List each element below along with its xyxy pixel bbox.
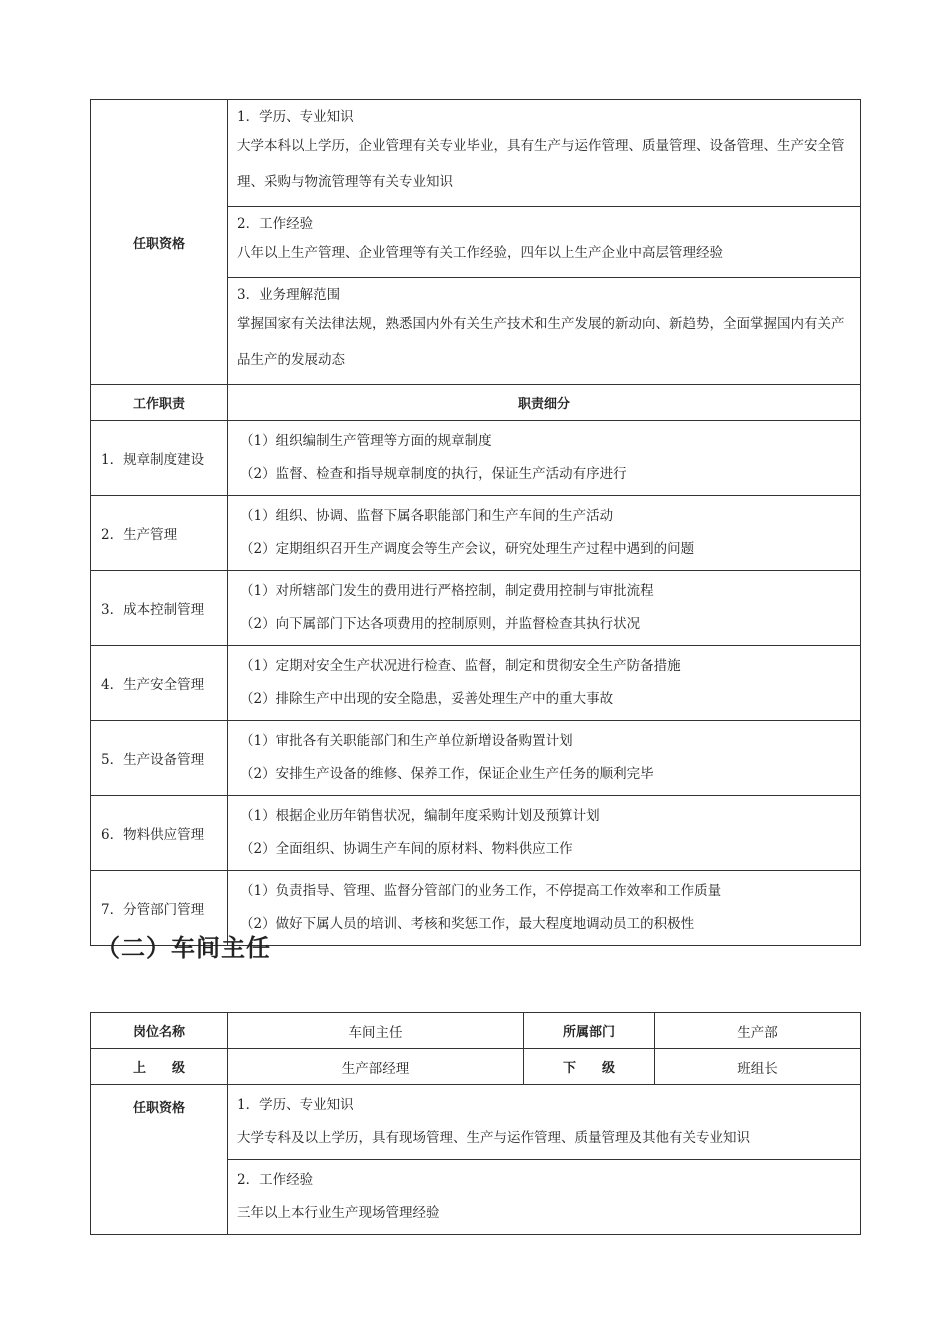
qualification-text: 掌握国家有关法律法规，熟悉国内外有关生产技术和生产发展的新动向、新趋势，全面掌握国内有关产品生产的发展动态 xyxy=(237,316,845,368)
duty-item: （2）全面组织、协调生产车间的原材料、物料供应工作 xyxy=(240,841,573,857)
duty-item: （1）根据企业历年销售状况，编制年度采购计划及预算计划 xyxy=(240,808,600,824)
qualification-text: 八年以上生产管理、企业管理等有关工作经验，四年以上生产企业中高层管理经验 xyxy=(237,245,723,261)
duty-header: 工作职责 xyxy=(91,385,228,421)
duty-name: 3．成本控制管理 xyxy=(91,571,228,646)
duty-item: （1）组织编制生产管理等方面的规章制度 xyxy=(240,433,492,449)
duty-row xyxy=(91,496,861,571)
duty-details xyxy=(228,721,861,796)
duty-name: 2．生产管理 xyxy=(91,496,228,571)
duty-details xyxy=(228,571,861,646)
section-title: （二）车间主任 xyxy=(96,934,271,962)
duty-item: （1）审批各有关职能部门和生产单位新增设备购置计划 xyxy=(240,733,573,749)
duty-name: 6．物料供应管理 xyxy=(91,796,228,871)
duty-name: 4．生产安全管理 xyxy=(91,646,228,721)
duty-item: （2）排除生产中出现的安全隐患，妥善处理生产中的重大事故 xyxy=(240,691,614,707)
duty-item: （2）安排生产设备的维修、保养工作，保证企业生产任务的顺利完毕 xyxy=(240,766,654,782)
duty-details xyxy=(228,796,861,871)
superior-label: 上 级 xyxy=(91,1049,228,1085)
qualification-label: 任职资格 xyxy=(91,100,228,385)
qualification-experience xyxy=(228,1160,861,1235)
duty-details xyxy=(228,871,861,946)
department-value: 生产部 xyxy=(655,1013,861,1049)
duty-row xyxy=(91,421,861,496)
duty-row xyxy=(91,721,861,796)
qualification-label: 任职资格 xyxy=(91,1085,228,1235)
qualification-heading: 2．工作经验 xyxy=(237,1172,314,1188)
superior-value: 生产部经理 xyxy=(228,1049,524,1085)
duty-row xyxy=(91,646,861,721)
qualification-text: 三年以上本行业生产现场管理经验 xyxy=(237,1205,440,1221)
duty-item: （2）定期组织召开生产调度会等生产会议，研究处理生产过程中遇到的问题 xyxy=(240,541,695,557)
duty-row xyxy=(91,796,861,871)
duty-details xyxy=(228,496,861,571)
duty-row xyxy=(91,571,861,646)
job-description-table-2 xyxy=(90,1012,861,1235)
qualification-heading: 1．学历、专业知识 xyxy=(237,109,354,125)
qualification-text: 大学本科以上学历，企业管理有关专业毕业，具有生产与运作管理、质量管理、设备管理、生产安全管理、采购与物流管理等有关专业知识 xyxy=(237,138,845,190)
detail-header: 职责细分 xyxy=(228,385,861,421)
duty-details xyxy=(228,421,861,496)
subordinate-label: 下 级 xyxy=(524,1049,655,1085)
department-label: 所属部门 xyxy=(524,1013,655,1049)
duty-details xyxy=(228,646,861,721)
qualification-heading: 2．工作经验 xyxy=(237,216,314,232)
qualification-experience xyxy=(228,207,861,278)
qualification-heading: 3．业务理解范围 xyxy=(237,287,341,303)
duty-item: （1）组织、协调、监督下属各职能部门和生产车间的生产活动 xyxy=(240,508,614,524)
duty-name: 7．分管部门管理 xyxy=(91,871,228,946)
duty-name: 5．生产设备管理 xyxy=(91,721,228,796)
qualification-education xyxy=(228,1085,861,1160)
qualification-education xyxy=(228,100,861,207)
duty-item: （1）定期对安全生产状况进行检查、监督，制定和贯彻安全生产防备措施 xyxy=(240,658,681,674)
job-description-table-1 xyxy=(90,99,861,946)
subordinate-value: 班组长 xyxy=(655,1049,861,1085)
post-name-value: 车间主任 xyxy=(228,1013,524,1049)
duty-item: （2）做好下属人员的培训、考核和奖惩工作，最大程度地调动员工的积极性 xyxy=(240,916,695,932)
duty-item: （1）对所辖部门发生的费用进行严格控制，制定费用控制与审批流程 xyxy=(240,583,654,599)
qualification-text: 大学专科及以上学历，具有现场管理、生产与运作管理、质量管理及其他有关专业知识 xyxy=(237,1130,750,1146)
post-name-label: 岗位名称 xyxy=(91,1013,228,1049)
duty-item: （2）监督、检查和指导规章制度的执行，保证生产活动有序进行 xyxy=(240,466,627,482)
duty-item: （2）向下属部门下达各项费用的控制原则，并监督检查其执行状况 xyxy=(240,616,641,632)
qualification-business-scope xyxy=(228,278,861,385)
qualification-heading: 1．学历、专业知识 xyxy=(237,1097,354,1113)
duty-name: 1．规章制度建设 xyxy=(91,421,228,496)
duty-item: （1）负责指导、管理、监督分管部门的业务工作，不停提高工作效率和工作质量 xyxy=(240,883,722,899)
